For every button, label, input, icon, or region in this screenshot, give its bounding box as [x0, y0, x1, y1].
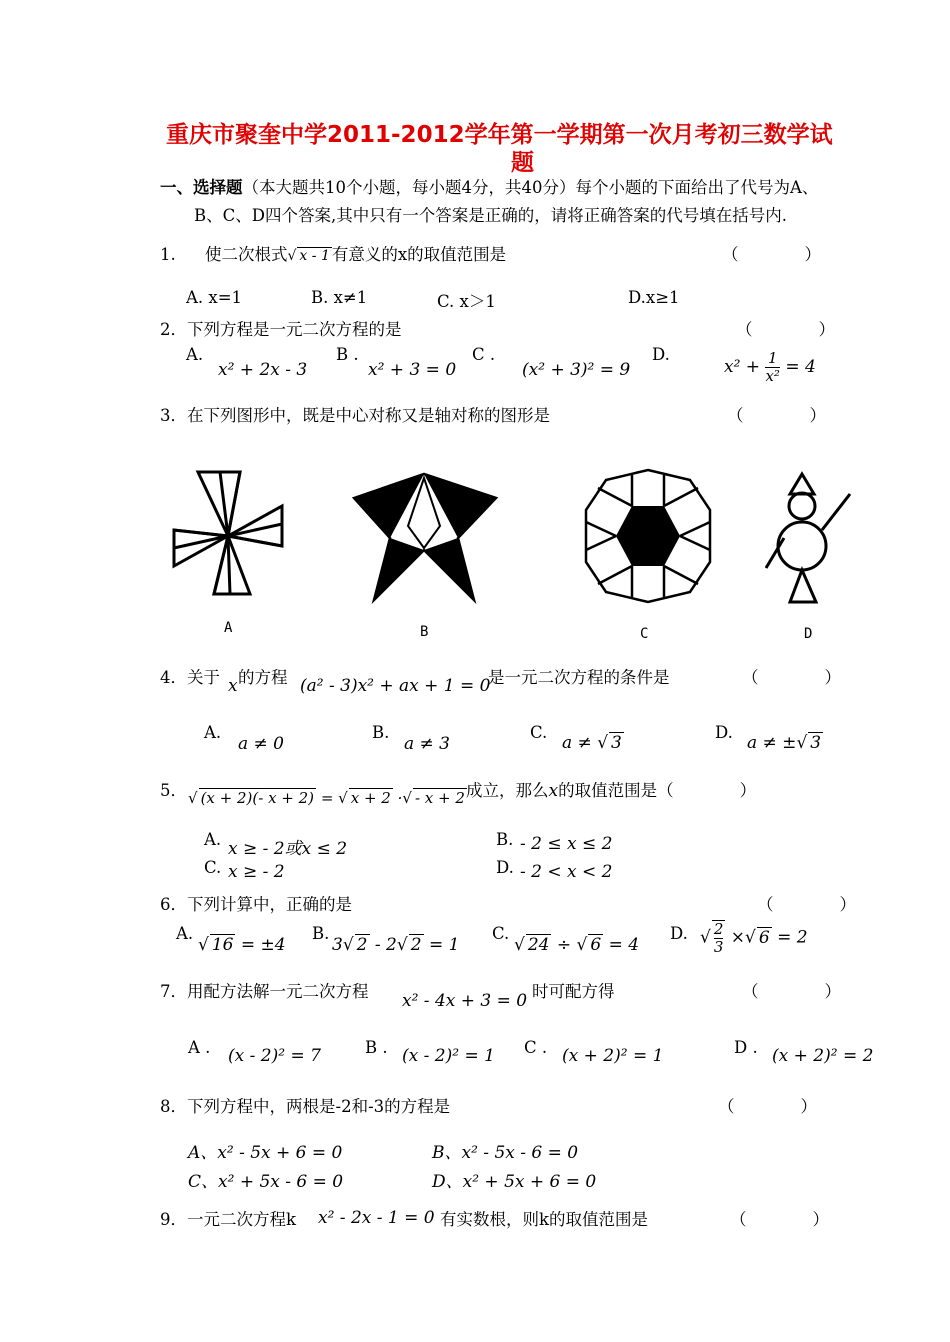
q6-b-r2: 2 — [410, 935, 422, 955]
q6-c-r2: 6 — [590, 935, 602, 955]
q1-option-c: C. x＞1 — [437, 292, 496, 311]
q1-radicand: x - 1 — [299, 248, 330, 264]
page-title-line2: 题 — [511, 150, 534, 176]
q6-a-post: = ±4 — [240, 935, 286, 955]
figure-c-label: C — [640, 626, 649, 642]
q4-option-d-label: D. — [715, 723, 733, 742]
q6-option-c-expr: √ 24 ÷ √ 6 = 4 — [514, 935, 640, 955]
q3-stem: 3．在下列图形中，既是中心对称又是轴对称的图形是 — [160, 406, 550, 425]
q6-option-c-label: C. — [492, 924, 510, 943]
q1-pre: 使二次根式 — [205, 245, 288, 264]
q1-option-b: B. x≠1 — [311, 288, 368, 307]
q1-post: 有意义的x的取值范围是 — [331, 245, 507, 264]
q6-a-rad: 16 — [211, 935, 234, 955]
section-desc-1: （本大题共10个小题，每小题4分，共40分）每个小题的下面给出了代号为A、 — [242, 178, 819, 197]
q2-d-pre: x² + — [724, 357, 761, 377]
q2-option-b-label: B . — [336, 345, 359, 364]
q7-equation: x² - 4x + 3 = 0 — [402, 991, 528, 1011]
q8-option-c: C、x² + 5x - 6 = 0 — [188, 1172, 344, 1192]
q6-c-mid: ÷ — [556, 935, 572, 955]
q1-stem: 1. 使二次根式√ x - 1 有意义的x的取值范围是 — [160, 245, 507, 264]
q5-rad3: - x + 2 — [414, 789, 465, 807]
q6-b-mid: - 2 — [369, 935, 397, 955]
q6-d-num: 2 — [713, 920, 724, 938]
q4-c-rad: 3 — [611, 733, 622, 753]
q4-var: x — [228, 676, 238, 696]
q5-option-a-expr: x ≥ - 2或x ≤ 2 — [228, 839, 348, 859]
q5-post2: 的取值范围是（ ） — [558, 781, 757, 800]
q7-option-c-label: C . — [524, 1038, 548, 1057]
q6-answer-paren: （ ） — [757, 895, 856, 914]
q2-option-a-expr: x² + 2x - 3 — [218, 360, 308, 380]
q6-d-mid: × — [730, 927, 746, 948]
figure-b-star — [350, 470, 500, 605]
q2-option-a-label: A. — [186, 345, 204, 364]
q8-option-d: D、x² + 5x + 6 = 0 — [432, 1172, 597, 1192]
q5-option-a-label: A. — [204, 830, 222, 849]
q7-stem-pre: 7．用配方法解一元二次方程 — [160, 982, 369, 1001]
q2-option-c-label: C . — [472, 345, 496, 364]
q5-dot: · — [397, 789, 403, 807]
q7-option-a-expr: (x - 2)² = 7 — [228, 1046, 321, 1066]
q4-stem-mid: 的方程 — [238, 668, 288, 687]
q2-answer-paren: （ ） — [736, 320, 835, 339]
q9-answer-paren: （ ） — [730, 1210, 829, 1229]
q2-option-c-expr: (x² + 3)² = 9 — [522, 360, 631, 380]
q6-option-d-expr: √ $\frac{2}{3}$ ×√ 6 = 2 — [700, 920, 808, 956]
q4-answer-paren: （ ） — [742, 668, 841, 687]
q5-number: 5． — [160, 781, 187, 800]
q2-d-den: x² — [765, 367, 780, 385]
q1-number: 1. — [160, 245, 176, 264]
q5-rad2: x + 2 — [350, 789, 391, 807]
q4-c-pre: a ≠ — [562, 733, 592, 753]
q5-option-d-expr: - 2 < x < 2 — [520, 862, 613, 882]
q2-d-num: 1 — [765, 350, 779, 368]
q1-option-a: A. x=1 — [186, 288, 243, 307]
q1-answer-paren: （ ） — [722, 245, 821, 264]
q9-stem-post: 有实数根，则k的取值范围是 — [440, 1210, 648, 1229]
q6-d-post: = 2 — [777, 927, 808, 948]
q5-var: x — [548, 781, 559, 801]
q5-post: 成立，那么 — [466, 781, 549, 800]
q7-option-d-expr: (x + 2)² = 2 — [772, 1046, 874, 1066]
section-desc-2: B、C、D四个答案,其中只有一个答案是正确的，请将正确答案的代号填在括号内. — [194, 206, 787, 225]
q9-equation: x² - 2x - 1 = 0 — [318, 1208, 435, 1228]
q5-option-c-label: C. — [204, 858, 222, 877]
q6-stem: 6．下列计算中，正确的是 — [160, 895, 352, 914]
q2-d-post: = 4 — [785, 357, 816, 377]
section-heading: 一、选择题 — [160, 178, 243, 197]
q4-stem-post: 是一元二次方程的条件是 — [488, 668, 670, 687]
figure-b-label: B — [420, 624, 429, 640]
figure-c-ring — [578, 466, 718, 606]
q6-d-r2: 6 — [758, 927, 770, 948]
figure-d-snowman — [760, 468, 855, 608]
q4-d-pre: a ≠ ± — [747, 733, 797, 753]
q9-stem-pre: 9．一元二次方程k — [160, 1210, 296, 1229]
q6-b-post: = 1 — [423, 935, 460, 955]
q6-option-b-label: B. — [312, 924, 330, 943]
q4-option-a-expr: a ≠ 0 — [238, 734, 285, 754]
q2-stem: 2．下列方程是一元二次方程的是 — [160, 320, 402, 339]
figure-a-label: A — [224, 620, 233, 636]
page-title-line1: 重庆市聚奎中学2011-2012学年第一学期第一次月考初三数学试 — [166, 122, 833, 148]
q6-option-b-expr: 3√ 2 - 2√ 2 = 1 — [332, 935, 460, 955]
section-intro — [160, 174, 818, 198]
figure-d-label: D — [804, 626, 813, 642]
q4-option-a-label: A. — [204, 723, 222, 742]
q4-option-c-label: C. — [530, 723, 548, 742]
q5-option-c-expr: x ≥ - 2 — [228, 862, 285, 882]
q2-option-d-expr — [724, 350, 816, 385]
q2-option-d-label: D. — [652, 345, 670, 364]
q4-option-b-label: B. — [372, 723, 390, 742]
q6-b-r1: 2 — [356, 935, 368, 955]
q2-option-b-expr: x² + 3 = 0 — [368, 360, 457, 380]
q8-option-a: A、x² - 5x + 6 = 0 — [188, 1143, 343, 1163]
q7-answer-paren: （ ） — [742, 982, 841, 1001]
q5-rad1: (x + 2)(- x + 2) — [200, 789, 315, 807]
q6-option-a-label: A. — [176, 924, 194, 943]
q4-option-b-expr: a ≠ 3 — [404, 734, 451, 754]
q5-option-b-label: B. — [496, 830, 514, 849]
q3-answer-paren: （ ） — [727, 406, 826, 425]
q5-option-d-label: D. — [496, 858, 514, 877]
q5-equation: √ (x + 2)(- x + 2) = √ x + 2 ·√ - x + 2 — [188, 789, 465, 807]
q4-option-c-expr: a ≠ √ 3 — [562, 733, 622, 753]
q5-stem-post — [466, 777, 756, 801]
q1-option-d: D.x≥1 — [628, 288, 680, 307]
q6-c-r1: 24 — [527, 935, 550, 955]
q4-equation: (a² - 3)x² + ax + 1 = 0 — [300, 676, 491, 696]
q4-option-d-expr: a ≠ ±√ 3 — [747, 733, 822, 753]
q7-option-d-label: D . — [734, 1038, 758, 1057]
q7-stem-post: 时可配方得 — [532, 982, 615, 1001]
q7-option-c-expr: (x + 2)² = 1 — [562, 1046, 664, 1066]
q6-option-d-label: D. — [670, 924, 688, 943]
q8-option-b: B、x² - 5x - 6 = 0 — [432, 1143, 579, 1163]
q8-stem: 8．下列方程中，两根是-2和-3的方程是 — [160, 1097, 451, 1116]
q7-option-b-label: B . — [365, 1038, 388, 1057]
q6-b-c1: 3 — [332, 935, 343, 955]
q6-c-post: = 4 — [608, 935, 640, 955]
q6-option-a-expr: √ 16 = ±4 — [198, 935, 286, 955]
q6-d-den: 3 — [713, 938, 724, 956]
q5-eq: = — [320, 789, 334, 807]
q4-stem-pre: 4．关于 — [160, 668, 220, 687]
q7-option-b-expr: (x - 2)² = 1 — [402, 1046, 495, 1066]
q5-option-b-expr: - 2 ≤ x ≤ 2 — [520, 834, 613, 854]
figure-a-pinwheel — [168, 466, 288, 606]
q7-option-a-label: A . — [188, 1038, 211, 1057]
q8-answer-paren: （ ） — [718, 1097, 817, 1116]
q4-d-rad: 3 — [810, 733, 822, 753]
